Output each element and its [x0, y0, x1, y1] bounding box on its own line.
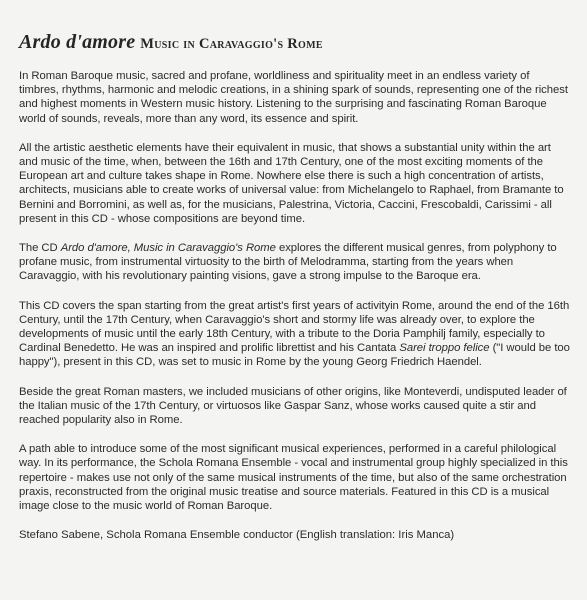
paragraph-cd-italic: Ardo d'amore, Music in Caravaggio's Rome — [60, 242, 276, 255]
paragraph-span-after: ("I would be too happy"), present in this CD, was set to music in Rome by the young Georg Friedrich Haendel. — [19, 342, 570, 369]
paragraph-intro — [19, 69, 571, 126]
paragraph-cd-genres — [19, 241, 571, 284]
paragraph-cd-after: explores the different musical genres, from polyphony to profane music, from instrumental virtuosity to the birth of Melodramma, starting from the years when Caravaggio, with his revolutionary painting visions, gave a strong impulse to the Baroque era. — [19, 242, 557, 283]
page-title — [19, 26, 571, 53]
paragraph-intro-text: In Roman Baroque music, sacred and profane, worldliness and spirituality meet in an endless variety of timbres, rhythms, harmonic and melodic creations, in a shining spark of sounds, representing one of the richest and highest moments in Western music history. Listening to the surprising and fascinating Roman Baroque world of sounds, reveals, more than any word, its essence and spirit. — [19, 70, 568, 125]
paragraph-cd-before: The CD — [19, 242, 61, 255]
paragraph-artistic-text: All the artistic aesthetic elements have their equivalent in music, that shows a substantial unity within the art and music of the time, when, between the 16th and 17th Century, one of the most exciting moments of the European art and culture takes shape in Rome. Nowhere else there is such a high concentration of artists, architects, musicians able to create works of universal value: from Michelangelo to Raphael, from Bramante to Bernini and Borromini, as well as, for the musicians, Palestrina, Victoria, Caccini, Frescobaldi, Carissimi - all present in this CD - whose compositions are beyond time. — [19, 141, 564, 225]
paragraph-path-text: A path able to introduce some of the most significant musical experiences, performed in a careful philological way. In its performance, the Schola Romana Ensemble - vocal and instrumental group highly specialized in this repertoire - makes use not only of the same musical instruments of the time, but also of the same orchestration praxis, reconstructed from the original music treatise and source materials. Featured in this CD is a musical image close to the music world of Roman Baroque. — [19, 443, 568, 513]
title-caps: Music in Caravaggio's Rome — [140, 36, 323, 52]
paragraph-artistic-elements — [19, 141, 571, 226]
paragraph-path — [19, 442, 571, 513]
paragraph-span-before: This CD covers the span starting from the great artist's first years of activityin Rome, around the end of the 16th Century, until the 17th Century, when Caravaggio's short and stormy life was already over, to explore the developments of music until the early 18th Century, with a tribute to the Doria Pamphilj family, especially to Cardinal Benedetto. He was an inspired and prolific librettist and his Cantata — [19, 299, 570, 355]
paragraph-other-text: Beside the great Roman masters, we included musicians of other origins, like Monteverdi, undisputed leader of the Italian music of the 17th Century, or virtuosos like Gaspar Sanz, whose works caused quite a stir and reached popularity also in Rome. — [19, 385, 567, 427]
signature: Stefano Sabene, Schola Romana Ensemble conductor (English translation: Iris Manca) — [19, 529, 455, 542]
paragraph-span-italic: Sarei troppo felice — [399, 342, 490, 355]
title-italic: Ardo d'amore — [19, 31, 136, 53]
paragraph-other-origins — [19, 385, 571, 428]
paragraph-span — [19, 299, 571, 370]
